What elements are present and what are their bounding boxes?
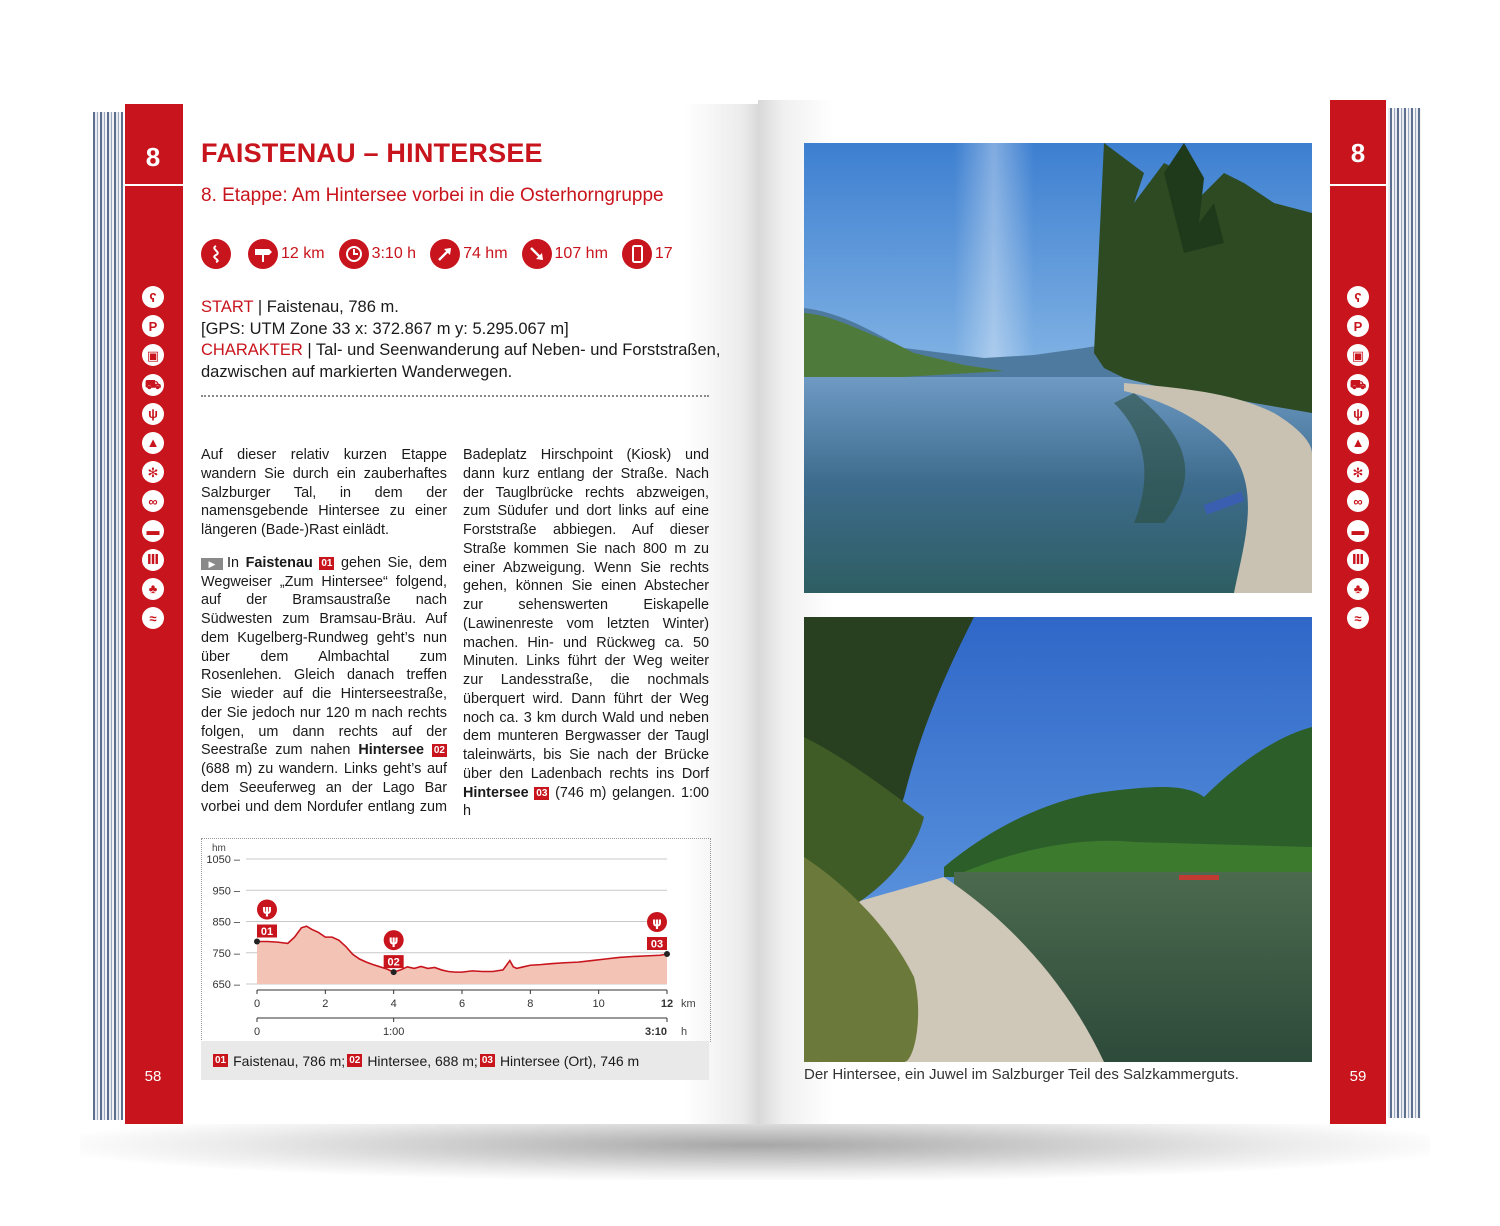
restaurant-glyph: ψ: [388, 933, 399, 948]
tab-divider: [125, 184, 183, 186]
profile-legend: [201, 1041, 709, 1080]
phone-fact: [622, 239, 673, 269]
place-hintersee: Hintersee: [358, 742, 424, 759]
y-unit-label: hm: [212, 843, 226, 854]
tree-icon: ♣: [1347, 578, 1369, 600]
clock-icon: [339, 239, 369, 269]
route-paragraph: ▶ In Faistenau 01 gehen Sie, dem Wegweiser „Zum Hintersee“ folgend, auf der Bramsaustraße nach Südwesten zum Bramsau-Bräu. Auf dem Kugelberg-Rundweg geht’s nun über dem Almbachtal zum Rosenlehen. Gleich danach treffen Sie wieder auf die Hinterseestraße, der Sie jedoch nur 120 m nach rechts folgen, um dann rechts auf der Seestraße zum nahen Hintersee 02 (688 m) zu wandern. Links geht’s auf dem Seeuferweg an der Lago Bar vorbei und dem Nordufer entlang zum Badeplatz Hirschpoint (Kiosk) und dann kurz entlang der Straße. Nach der Tauglbrücke rechts abzweigen, zum Südufer und dort links auf eine Forststraße abbiegen. Auf dieser Straße kommen Sie nach 800 m zu einer Abzweigung. Wenn Sie rechts gehen, können Sie einen Abstecher zur sehenswerten Eiskapelle (Lawinenreste vom letzten Winter) machen. Hin- und Rückweg ca. 50 Minuten. Links führt der Weg weiter zur Landesstraße, die nochmals überquert wird. Dann führt der Weg noch ca. 3 km durch Wald und neben dem munteren Bergwasser der Taugl taleinwärts, bis Sie nach der Brücke über den Ladenbach rechts ins Dorf Hintersee 03 (746 m) gelangen. 1:00 h: [201, 447, 709, 820]
bed-icon: ▬: [142, 520, 164, 542]
campsite-icon: ▲: [1347, 432, 1369, 454]
waypoint-label: 03: [650, 938, 664, 951]
chapter-tab-number: 8: [145, 142, 161, 172]
bear-icon: ʕ: [142, 286, 164, 308]
distance-value: 12 km: [281, 245, 325, 262]
photo-caption: Der Hintersee, ein Juwel im Salzburger Teil des Salzkammerguts.: [804, 1066, 1239, 1083]
y-tick-label: 950 –: [212, 885, 240, 898]
y-tick-label: 1050 –: [206, 854, 240, 866]
museum-icon: Ⅲ: [1347, 549, 1369, 571]
bicycle-icon: ∞: [142, 490, 164, 512]
x-tick-label: 4: [390, 998, 397, 1010]
waypoint-badge: 01: [321, 557, 333, 569]
place-faistenau: Faistenau: [245, 554, 313, 571]
waypoint-badge: 03: [536, 787, 548, 799]
start-label: START: [201, 298, 254, 316]
page-edges-left: [93, 112, 125, 1120]
page-subtitle: 8. Etappe: Am Hintersee vorbei in die Osterhorngruppe: [201, 185, 664, 206]
parking-icon: P: [1347, 315, 1369, 337]
bear-icon: ʕ: [1347, 286, 1369, 308]
swimming-icon: ≈: [1347, 607, 1369, 629]
time-fact: [339, 239, 416, 269]
y-tick-label: 850 –: [212, 916, 240, 929]
campsite-icon: ▲: [142, 432, 164, 454]
tour-info: [201, 297, 721, 383]
restaurant-icon: ψ: [142, 403, 164, 425]
x-tick-label: 0: [253, 998, 261, 1010]
legend-waypoint-badge: 02: [349, 1055, 361, 1066]
legend-waypoint-badge: 03: [481, 1055, 493, 1066]
legend-waypoint-badge: 01: [215, 1055, 227, 1066]
elevation-profile: [201, 838, 711, 1042]
phone-value: 17: [654, 245, 673, 262]
photo-lake-shore: [804, 617, 1312, 1062]
restaurant-icon: ψ: [1347, 403, 1369, 425]
snowflake-icon: ✻: [142, 461, 164, 483]
page-number: 59: [1349, 1068, 1367, 1085]
photo-lake-trees: [804, 143, 1312, 593]
x-tick-label: 12: [660, 998, 674, 1010]
x-tick-label: 8: [527, 998, 534, 1010]
waypoint-badge: 02: [433, 745, 445, 757]
time-tick-label: 0: [253, 1026, 261, 1038]
x-tick-label: 6: [458, 998, 466, 1010]
dotted-divider: [201, 395, 709, 397]
elevation-area: [257, 926, 667, 984]
swimming-icon: ≈: [142, 607, 164, 629]
tour-facts: [201, 239, 687, 269]
waypoint-label: 02: [387, 956, 400, 969]
ascent-arrow-icon: [430, 239, 460, 269]
route-icon: [201, 239, 231, 269]
distance-fact: [248, 239, 325, 269]
x-unit-label: km: [681, 998, 696, 1010]
time-tick-label: 1:00: [382, 1026, 405, 1038]
page-number: 58: [144, 1068, 162, 1085]
cable-car-icon: ⛟: [1347, 374, 1369, 396]
page-title: FAISTENAU – HINTERSEE: [201, 138, 543, 168]
legend-text: Hintersee, 688 m;: [367, 1052, 478, 1069]
restaurant-glyph: ψ: [652, 915, 662, 930]
descent-value: 107 hm: [554, 245, 608, 262]
time-value: 3:10 h: [371, 245, 417, 262]
bed-icon: ▬: [1347, 520, 1369, 542]
intro-paragraph: Auf dieser relativ kurzen Etappe wandern Sie durch ein zauberhaftes Salzburger Tal, in dem der namensgebende Hintersee zu einer längeren (Bade-)Rast einlädt.: [201, 447, 447, 538]
waypoint-dot: [391, 969, 397, 975]
bicycle-icon: ∞: [1347, 490, 1369, 512]
route-fact: [201, 239, 234, 269]
snowflake-icon: ✻: [1347, 461, 1369, 483]
mobile-phone-icon: [622, 239, 652, 269]
body-text: [201, 446, 709, 826]
time-unit-label: h: [681, 1026, 688, 1038]
time-tick-label: 3:10: [644, 1026, 667, 1038]
gps-text: [GPS: UTM Zone 33 x: 372.867 m y: 5.295.067 m]: [201, 319, 569, 338]
bus-icon: ▣: [142, 344, 164, 366]
waypoint-dot: [254, 939, 260, 945]
place-hintersee-village: Hintersee: [463, 784, 529, 801]
legend-text: Hintersee (Ort), 746 m: [499, 1052, 640, 1069]
parking-icon: P: [142, 315, 164, 337]
tab-divider: [1330, 184, 1386, 186]
waypoint-label: 01: [260, 926, 274, 938]
page-edges-right: [1385, 108, 1421, 1118]
ascent-value: 74 hm: [463, 245, 508, 262]
y-tick-label: 750 –: [212, 947, 240, 960]
y-tick-label: 650 –: [212, 979, 240, 991]
elevation-chart: [202, 839, 710, 1041]
direction-arrow-icon: ▶: [201, 558, 223, 570]
character-label: CHARAKTER: [201, 341, 303, 359]
chapter-tab-number: 8: [1350, 138, 1366, 168]
right-icon-column: [1347, 286, 1371, 636]
x-tick-label: 2: [322, 998, 329, 1010]
descent-arrow-icon: [522, 239, 552, 269]
signpost-icon: [248, 239, 278, 269]
character-text: | Tal- und Seenwanderung auf Neben- und Forststraßen, dazwischen auf markierten Wanderwegen.: [201, 341, 721, 381]
x-tick-label: 10: [592, 998, 605, 1010]
descent-fact: [522, 239, 608, 269]
ascent-fact: [430, 239, 507, 269]
cable-car-icon: ⛟: [142, 374, 164, 396]
museum-icon: Ⅲ: [142, 549, 164, 571]
start-text: | Faistenau, 786 m.: [253, 298, 399, 316]
legend-text: Faistenau, 786 m;: [233, 1052, 346, 1069]
waypoint-dot: [664, 951, 670, 957]
restaurant-glyph: ψ: [262, 903, 272, 917]
left-icon-column: [142, 286, 166, 636]
tree-icon: ♣: [142, 578, 164, 600]
bus-icon: ▣: [1347, 344, 1369, 366]
